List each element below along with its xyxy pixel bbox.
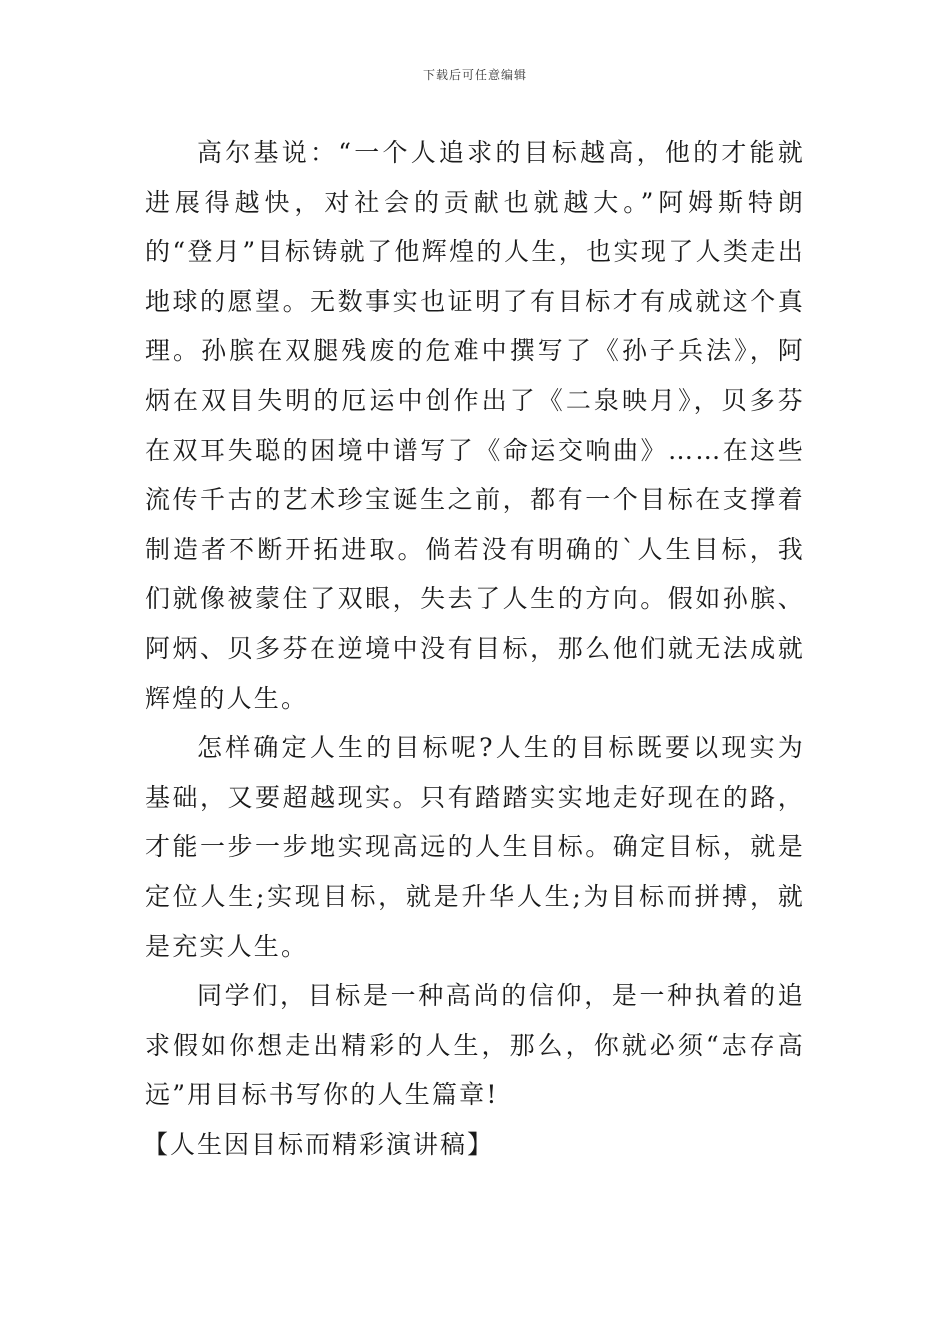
speech-title: 【人生因目标而精彩演讲稿】 (143, 1129, 495, 1159)
article-body (145, 128, 805, 1169)
paragraph-goal-quotes: 高尔基说：“一个人追求的目标越高，他的才能就进展得越快，对社会的贡献也就越大。”阿姆斯特朗的“登月”目标铸就了他辉煌的人生，也实现了人类走出地球的愿望。无数事实也证明了有目标才有成就这个真理。孙膑在双腿残废的危难中撰写了《孙子兵法》，阿炳在双目失明的厄运中创作出了《二泉映月》，贝多芬在双耳失聪的困境中谱写了《命运交响曲》……在这些流传千古的艺术珍宝诞生之前，都有一个目标在支撑着制造者不断开拓进取。倘若没有明确的`人生目标，我们就像被蒙住了双眼，失去了人生的方向。假如孙膑、阿炳、贝多芬在逆境中没有目标，那么他们就无法成就辉煌的人生。 (145, 138, 805, 713)
paragraph-closing-appeal: 同学们，目标是一种高尚的信仰，是一种执着的追求假如你想走出精彩的人生，那么，你就必须“志存高远”用目标书写你的人生篇章! (145, 981, 805, 1110)
paragraph-how-to-set-goals: 怎样确定人生的目标呢?人生的目标既要以现实为基础，又要超越现实。只有踏踏实实地走好现在的路，才能一步一步地实现高远的人生目标。确定目标，就是定位人生;实现目标，就是升华人生;为目标而拼搏，就是充实人生。 (145, 733, 805, 961)
header-note: 下载后可任意编辑 (422, 68, 527, 82)
